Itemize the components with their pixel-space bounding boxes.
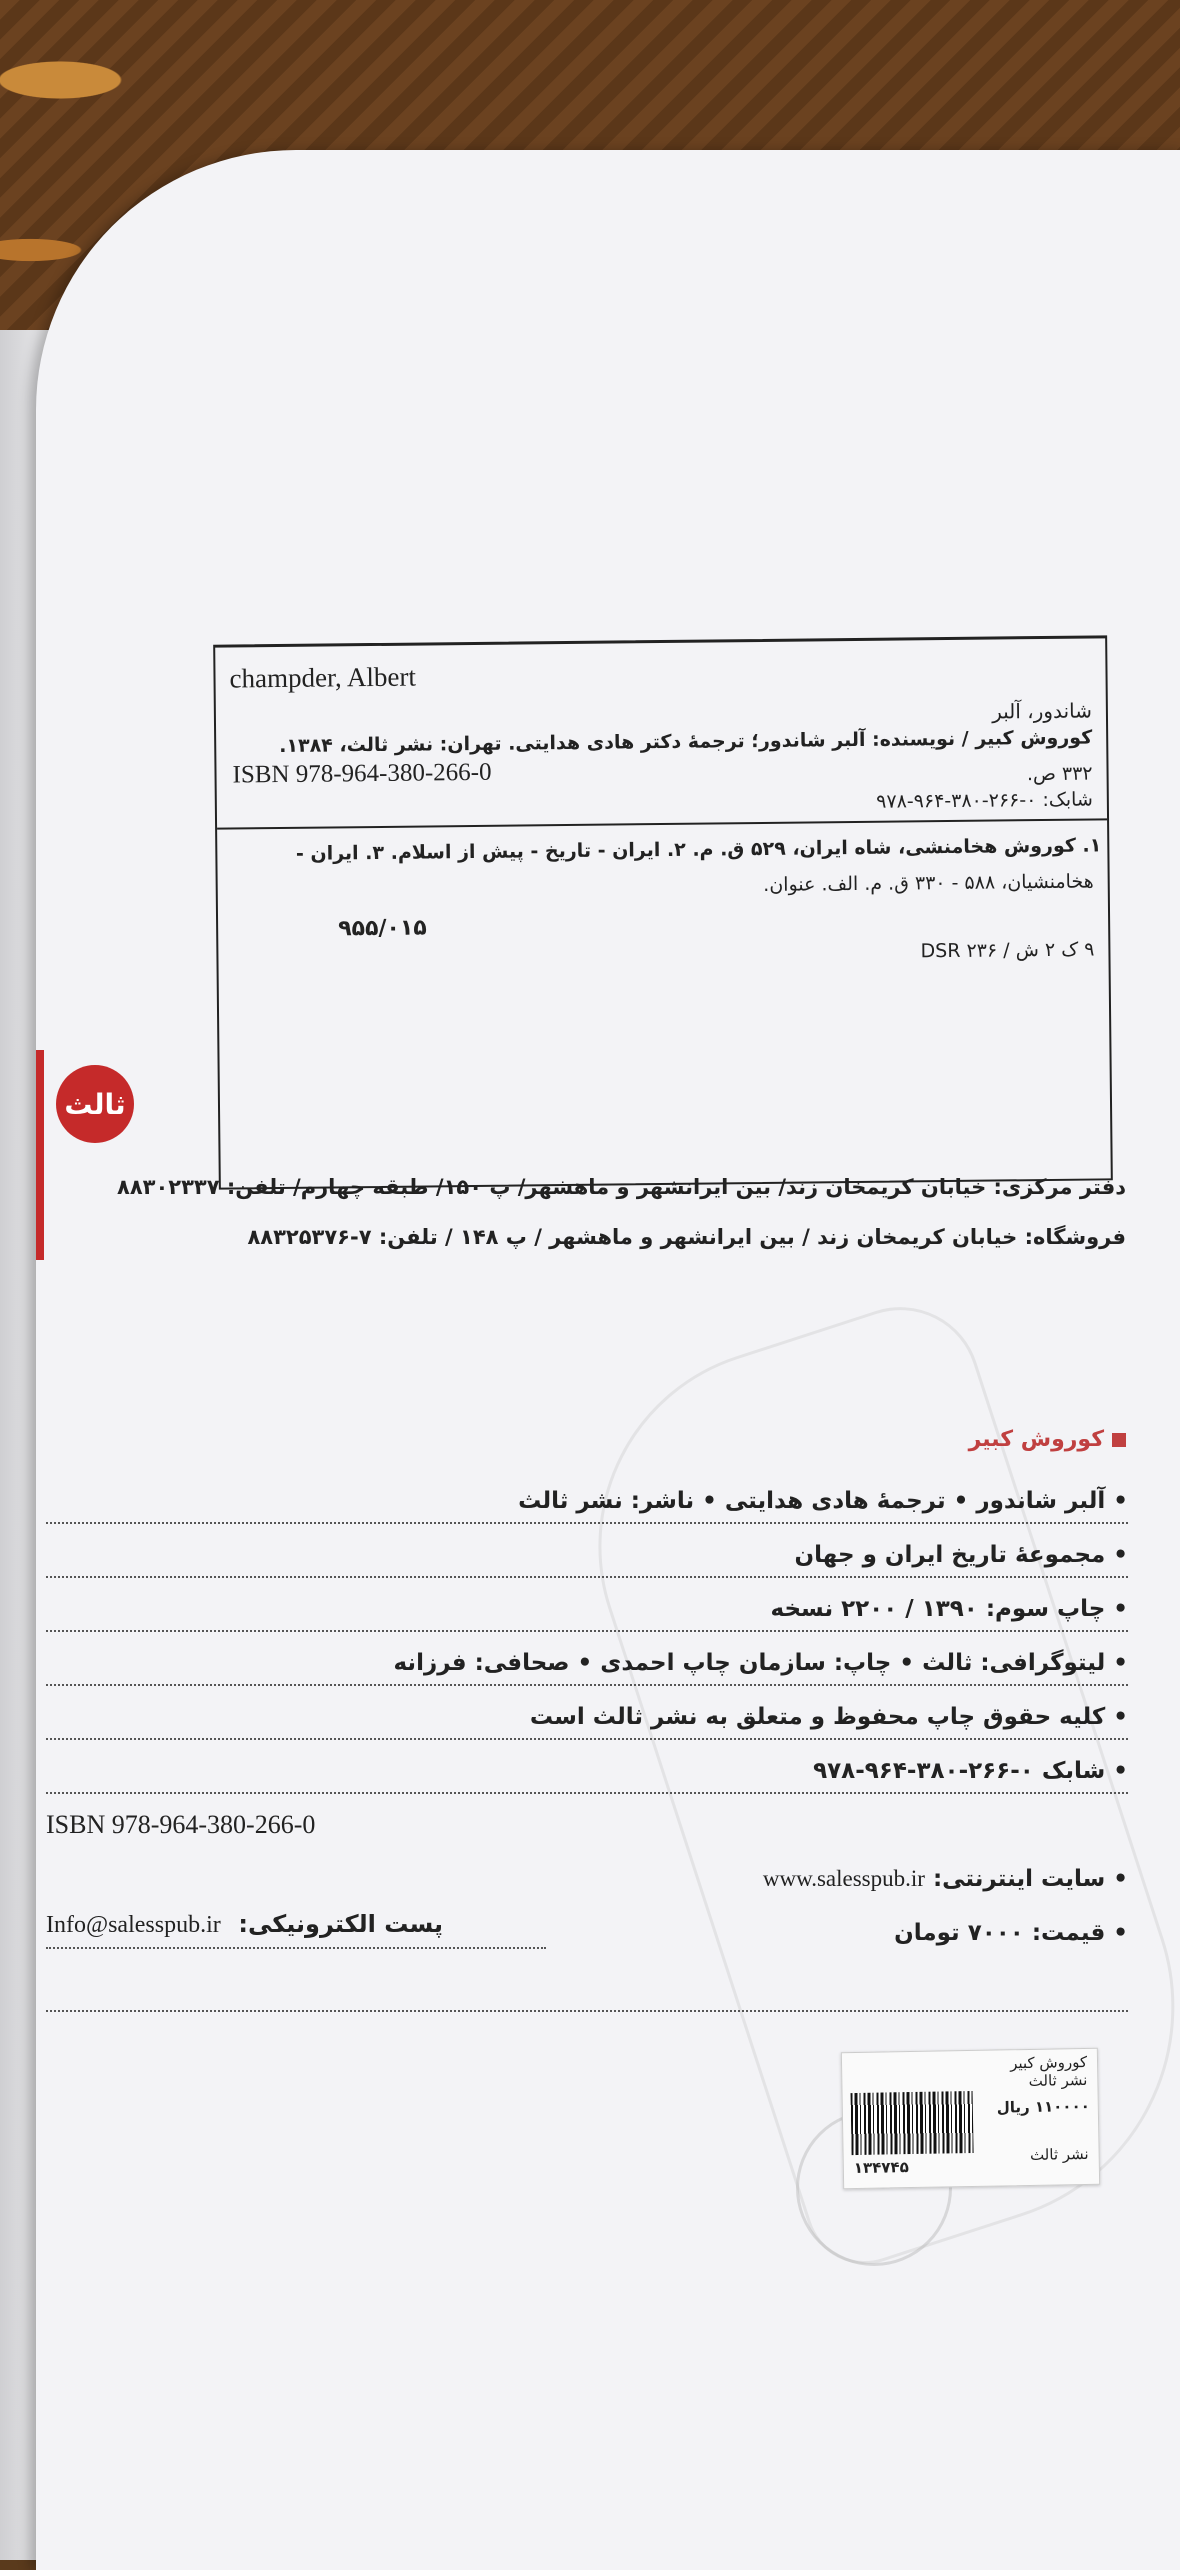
website-link[interactable]: www.salesspub.ir bbox=[762, 1866, 925, 1891]
website-line: • سایت اینترنتی: www.salesspub.ir bbox=[762, 1866, 1128, 1892]
publisher-logo: ثالث bbox=[56, 1065, 134, 1143]
colophon-line-edition: • چاپ سوم: ۱۳۹۰ / ۲۲۰۰ نسخه bbox=[46, 1596, 1128, 1632]
cip-author: شاندور، آلبر bbox=[992, 698, 1093, 724]
sticker-publisher: نشر ثالث bbox=[1028, 2070, 1088, 2090]
cip-subjects-1: ۱. کوروش هخامنشی، شاه ایران، ۵۲۹ ق. م. ۲. ایران - تاریخ - پیش از اسلام. ۳. ایران - bbox=[295, 834, 1102, 865]
cip-shabak: شابک: ۰-۲۶۶-۳۸۰-۹۶۴-۹۷۸ bbox=[876, 788, 1093, 813]
colophon-line-shabak: • شابک ۰-۲۶۶-۳۸۰-۹۶۴-۹۷۸ bbox=[46, 1758, 1128, 1794]
cip-pages: ۳۳۲ ص. bbox=[1026, 762, 1093, 786]
price-sticker bbox=[841, 2048, 1100, 2189]
cip-isbn: ISBN 978-964-380-266-0 bbox=[232, 758, 492, 789]
price-line: • قیمت: ۷۰۰۰ تومان bbox=[894, 1920, 1128, 1946]
colophon-title: کوروش کبیر bbox=[969, 1427, 1126, 1452]
title-marker-icon bbox=[1112, 1433, 1126, 1447]
sticker-price: ۱۱۰۰۰۰ ریال bbox=[996, 2096, 1090, 2117]
cataloging-box bbox=[213, 635, 1113, 1189]
cip-divider bbox=[217, 818, 1107, 829]
colophon-line-printing: • لیتوگرافی: ثالث • چاپ: سازمان چاپ احمدی • صحافی: فرزانه bbox=[46, 1650, 1128, 1686]
sticker-publisher-short: نشر ثالث bbox=[1029, 2144, 1089, 2164]
isbn-latin: ISBN 978-964-380-266-0 bbox=[46, 1810, 316, 1839]
email-line bbox=[46, 1910, 546, 1949]
colophon-line-series: • مجموعهٔ تاریخ ایران و جهان bbox=[46, 1542, 1128, 1578]
book-page bbox=[36, 150, 1180, 2570]
cip-subjects-2: هخامنشیان، ۵۸۸ - ۳۳۰ ق. م. الف. عنوان. bbox=[763, 870, 1094, 896]
bottom-dotted-rule bbox=[46, 2010, 1128, 2012]
cip-dsr: ۹ ک ۲ ش / ۲۳۶ DSR bbox=[920, 938, 1095, 963]
publisher-accent-bar bbox=[36, 1050, 44, 1260]
cip-title-line: کوروش کبیر / نویسنده: آلبر شاندور؛ ترجمهٔ دکتر هادی هدایتی. تهران: نشر ثالث، ۱۳۸۴. bbox=[279, 726, 1093, 758]
barcode-icon bbox=[851, 2091, 974, 2155]
sticker-code: ۱۳۴۷۴۵ bbox=[853, 2158, 909, 2178]
store-address: فروشگاه: خیابان کریمخان زند / بین ایرانشهر و ماهشهر / پ ۱۴۸ / تلفن: ۷-۸۸۳۲۵۳۷۶ bbox=[247, 1225, 1126, 1249]
cip-class-number: ۹۵۵/۰۱۵ bbox=[338, 915, 427, 942]
email-label: پست الکترونیکی: bbox=[238, 1910, 444, 1938]
author-latin: champder, Albert bbox=[229, 661, 417, 694]
colophon-line-rights: • کلیه حقوق چاپ محفوظ و متعلق به نشر ثالث است bbox=[46, 1704, 1128, 1740]
office-address: دفتر مرکزی: خیابان کریمخان زند/ بین ایرانشهر و ماهشهر/ پ ۱۵۰/ طبقه چهارم/ تلفن: ۸۸۳۰۲۳۳۷ bbox=[117, 1175, 1126, 1199]
sticker-title: کوروش کبیر bbox=[1009, 2052, 1088, 2073]
email-link[interactable]: Info@salesspub.ir bbox=[46, 1912, 221, 1938]
colophon-line-credits: • آلبر شاندور • ترجمهٔ هادی هدایتی • ناشر: نشر ثالث bbox=[46, 1488, 1128, 1524]
